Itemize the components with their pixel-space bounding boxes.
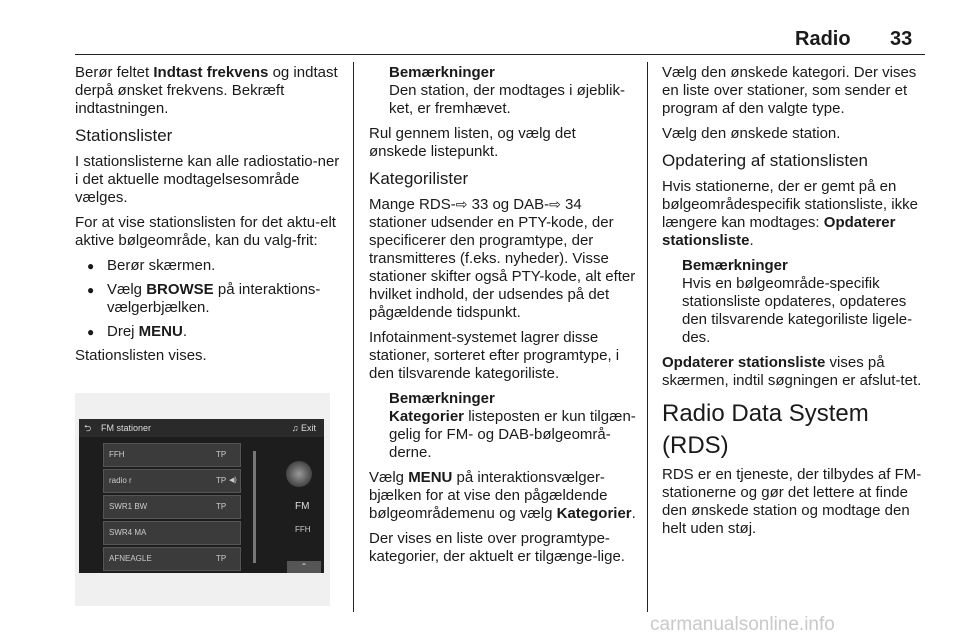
- note: Bemærkninger Kategorier listeposten er kun tilgæn-gelig for FM- og DAB-bølgeområ-derne.: [389, 390, 636, 461]
- exit-button: ♫ Exit: [291, 423, 316, 433]
- infotainment-screen: [79, 419, 324, 573]
- options-list: [75, 257, 343, 341]
- current-station-label: FFH: [295, 525, 311, 534]
- paragraph: Mange RDS-⇨ 33 og DAB-⇨ 34 stationer udsender en PTY-kode, der specificerer den programtype, der transmitteres (f.eks. nyheder). Visse stationer skifter også PTY-kode, alt efter hvilket indhold, der udsendes på det pågældende tidspunkt.: [369, 196, 636, 321]
- band-label: FM: [295, 501, 310, 512]
- note: Bemærkninger Den station, der modtages i øjeblik-ket, er fremhævet.: [389, 64, 625, 117]
- paragraph: Vælg den ønskede kategori. Der vises en liste over stationer, som sender et program af den valgte type.: [662, 64, 917, 117]
- chevron-up-icon: ⌃: [287, 561, 321, 573]
- list-item: ● Berør skærmen.: [75, 257, 343, 275]
- paragraph: Infotainment-systemet lagrer disse stationer, sorteret efter programtype, i den tilsvarende kategoriliste.: [369, 329, 620, 382]
- column-1: [75, 64, 343, 372]
- list-item: ● Vælg BROWSE på interaktions-vælgerbjælken.: [75, 281, 343, 317]
- paragraph: Vælg den ønskede station.: [662, 125, 841, 142]
- watermark: carmanualsonline.info: [650, 614, 835, 635]
- column-divider-1: [353, 62, 354, 612]
- page-reference-icon: ⇨: [455, 197, 468, 213]
- station-list-screenshot: [75, 393, 330, 606]
- paragraph: Der vises en liste over programtype-kategorier, der aktuelt er tilgænge-lige.: [369, 530, 625, 565]
- column-3: [662, 64, 928, 545]
- station-row: AFNEAGLE TP: [103, 547, 241, 571]
- scrollbar: [253, 451, 256, 563]
- screen-title-bar: [79, 419, 324, 437]
- intro-paragraph: Berør feltet Indtast frekvens og indtast derpå ønsket frekvens. Bekræft indtastningen.: [75, 64, 338, 117]
- list-item: ● Drej MENU.: [75, 323, 343, 341]
- speaker-icon: ◀): [229, 477, 237, 484]
- station-row: SWR1 BW TP: [103, 495, 241, 519]
- column-2: [369, 64, 637, 573]
- station-row: radio r TP ◀): [103, 469, 241, 493]
- paragraph: Opdaterer stationsliste vises på skærmen, indtil søgningen er afslut-tet.: [662, 354, 922, 389]
- paragraph: Hvis stationerne, der er gemt på en bølgeområdespecifik stationsliste, ikke længere kan modtages: Opdaterer stationsliste.: [662, 178, 918, 249]
- heading-kategorilister: Kategorilister: [369, 169, 469, 188]
- paragraph: For at vise stationslisten for det aktu-elt aktive bølgeområde, kan du valg-frit:: [75, 214, 336, 249]
- paragraph: RDS er en tjeneste, der tilbydes af FM-stationerne og gør det lettere at finde den ønskede station og modtage den helt uden støj.: [662, 466, 922, 537]
- heading-rds: Radio Data System (RDS): [662, 400, 869, 459]
- station-row: FFH TP: [103, 443, 241, 467]
- station-row: SWR4 MA: [103, 521, 241, 545]
- section-title: Radio: [795, 28, 851, 50]
- header-rule: [75, 54, 925, 55]
- heading-opdatering: Opdatering af stationslisten: [662, 151, 869, 170]
- paragraph: Vælg MENU på interaktionsvælger-bjælken for at vise den pågældende bølgeområdemenu og vælg Kategorier.: [369, 469, 636, 522]
- radio-disc-icon: [286, 461, 312, 487]
- paragraph: Stationslisten vises.: [75, 347, 207, 364]
- column-divider-2: [647, 62, 648, 612]
- heading-stationslister: Stationslister: [75, 126, 173, 145]
- paragraph: I stationslisterne kan alle radiostatio-ner i det aktuelle modtagelsesområde vælges.: [75, 153, 340, 206]
- paragraph: Rul gennem listen, og vælg det ønskede listepunkt.: [369, 125, 576, 160]
- page-number: 33: [890, 28, 913, 50]
- note: Bemærkninger Hvis en bølgeområde-specifik stationsliste opdateres, opdateres den tilsvarende kategoriliste ligele-des.: [682, 257, 913, 346]
- page-reference-icon: ⇨: [549, 197, 561, 213]
- back-icon: ⮌: [84, 423, 92, 433]
- screen-title: FM stationer: [101, 423, 152, 433]
